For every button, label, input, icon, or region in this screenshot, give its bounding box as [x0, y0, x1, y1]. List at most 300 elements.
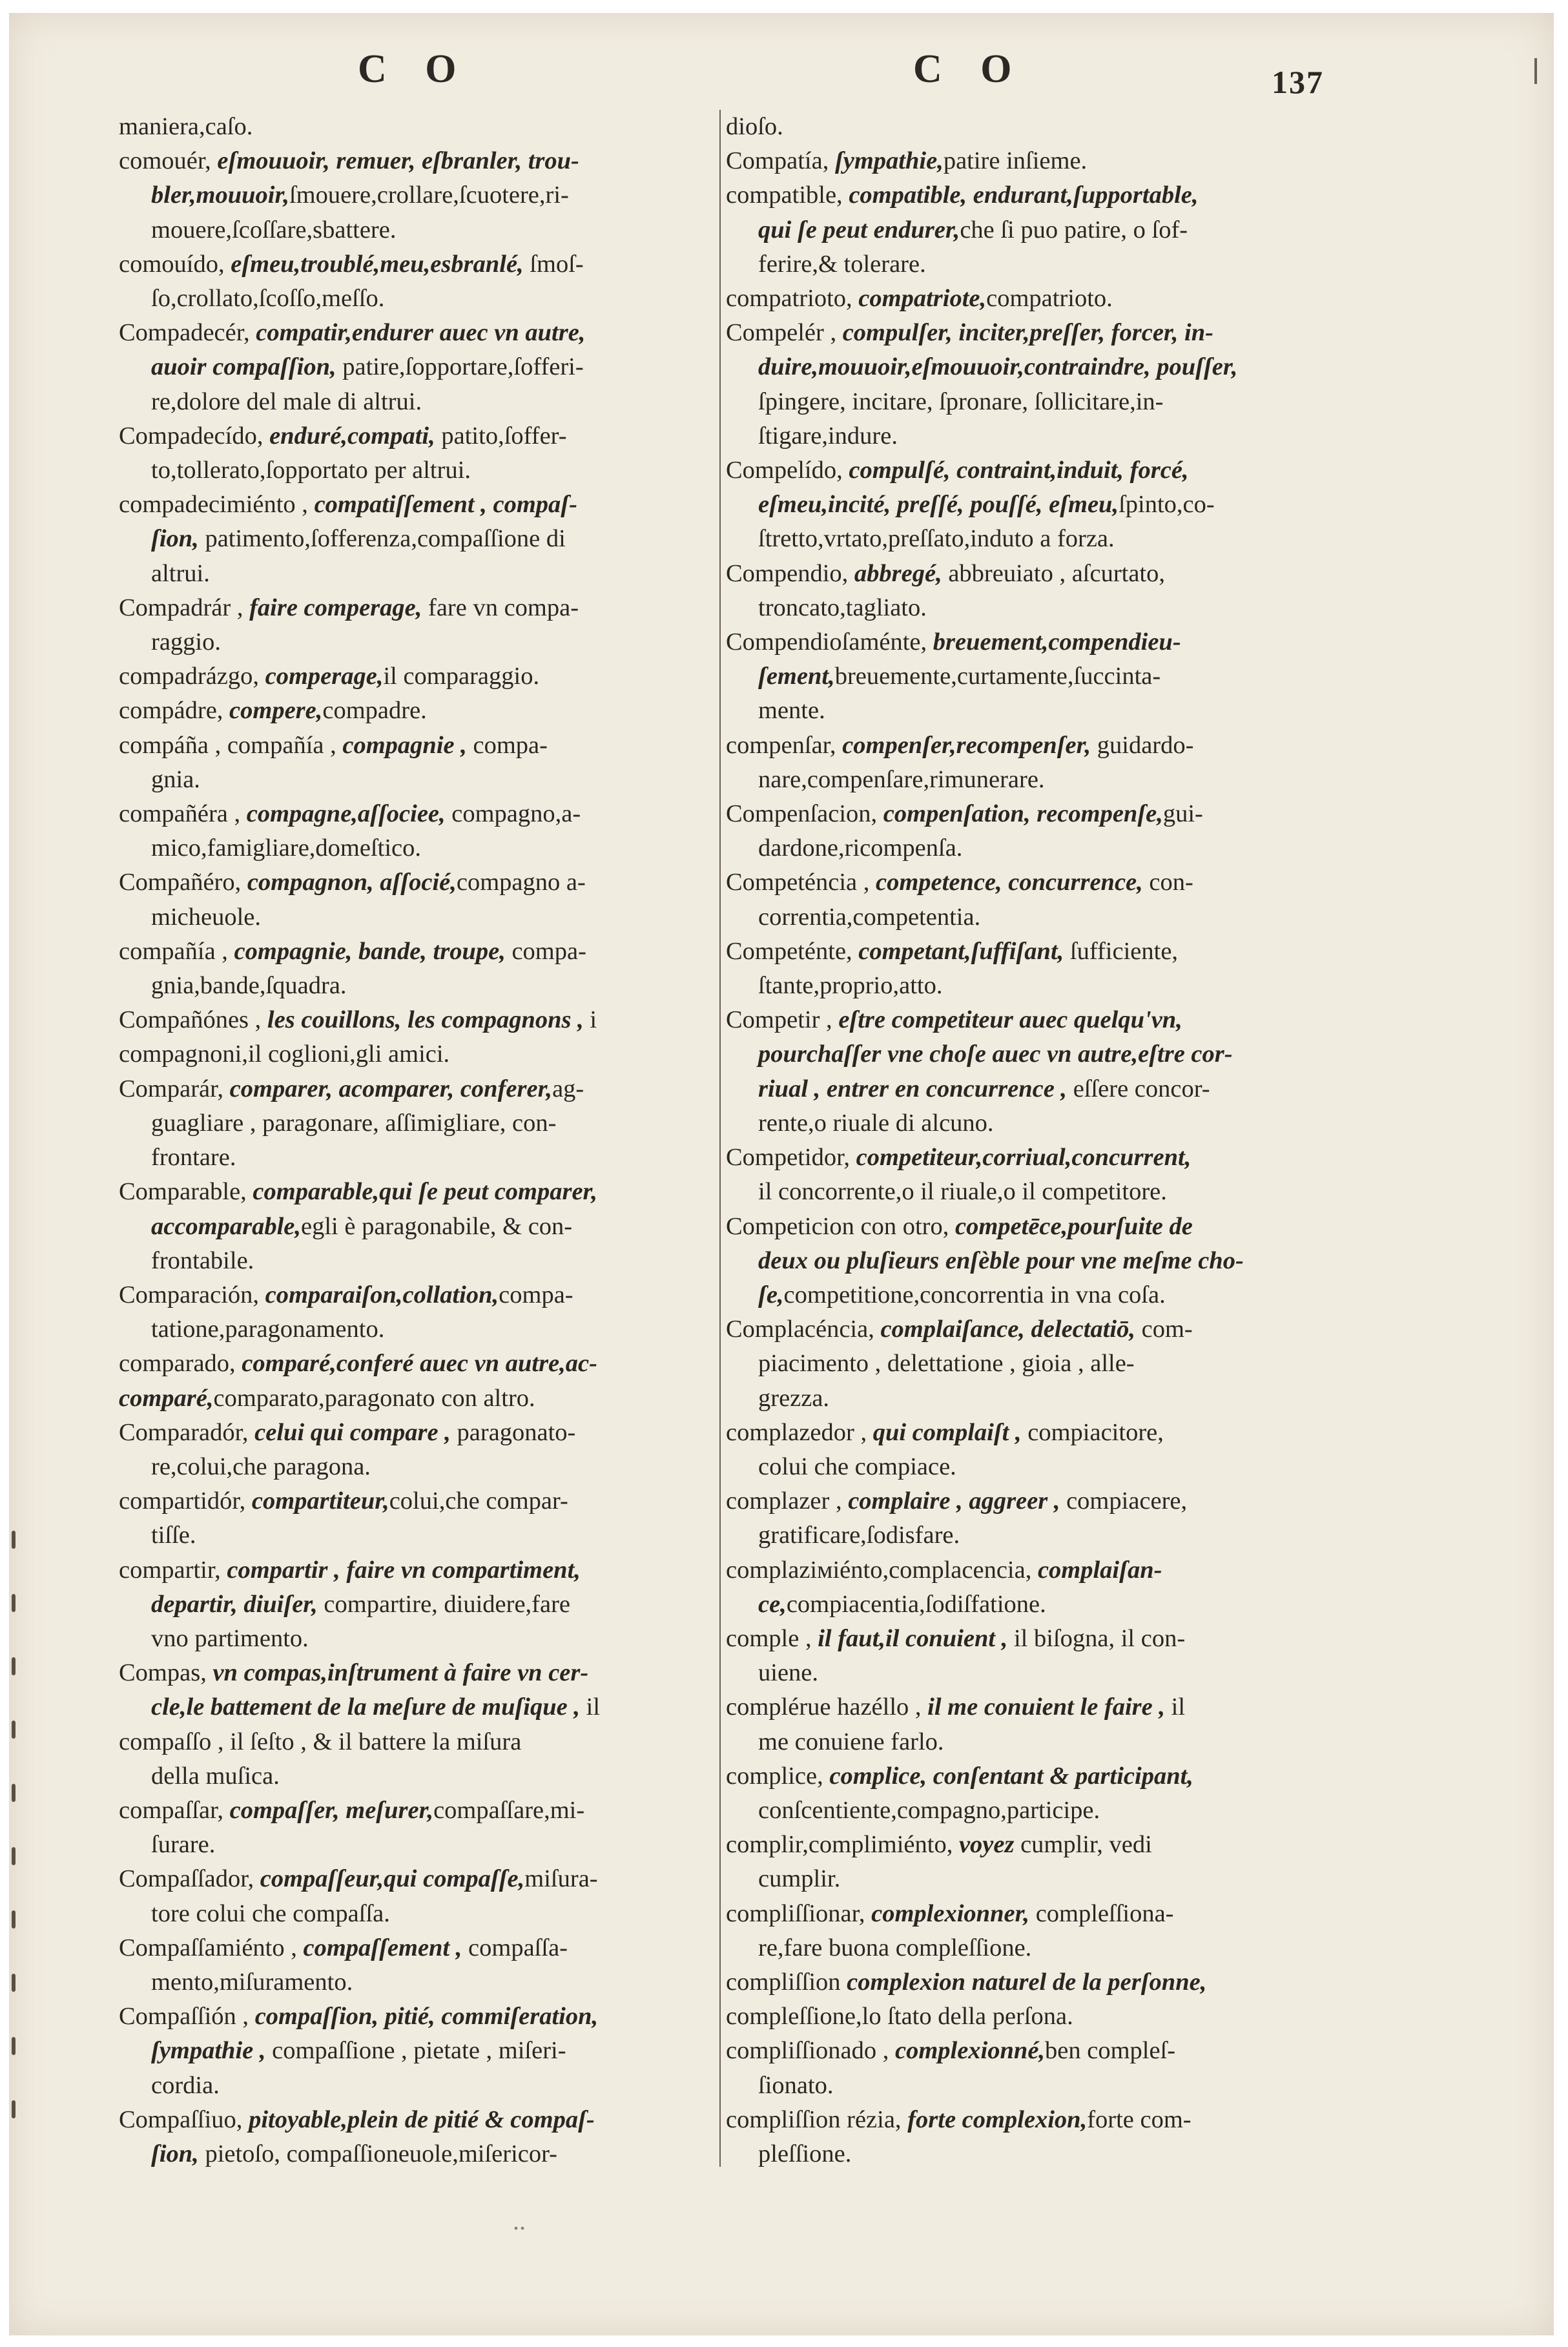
entry-text: Compaſſiuo, [119, 2105, 249, 2133]
entry-text: comouído, [119, 250, 231, 278]
french-gloss: comparable,qui ſe peut comparer, [253, 1178, 598, 1206]
entry-text: colui,che compar- [389, 1487, 568, 1515]
dictionary-line [119, 419, 713, 453]
french-gloss: complice, conſentant & participant, [829, 1762, 1193, 1790]
dictionary-line [726, 1931, 1320, 1965]
french-gloss: ſement, [758, 663, 835, 690]
french-gloss: il faut,il conuient , [818, 1624, 1008, 1652]
entry-text: Competir , [726, 1006, 839, 1034]
entry-text: abbreuiato , aſcurtato, [942, 559, 1165, 587]
dictionary-line [119, 213, 713, 247]
french-gloss: voyez [958, 1831, 1015, 1859]
dictionary-line [726, 1725, 1320, 1759]
dictionary-line [726, 1622, 1320, 1656]
dictionary-line [726, 935, 1320, 969]
french-gloss: eſtre competiteur auec quelqu'vn, [838, 1006, 1182, 1034]
dictionary-line [726, 1106, 1320, 1141]
entry-text: compaſſione , pietate , miſeri- [265, 2037, 566, 2065]
french-gloss: ſympathie , [151, 2037, 266, 2065]
dictionary-line [726, 213, 1320, 247]
dictionary-line [119, 2137, 713, 2171]
french-gloss: deux ou pluſieurs enſèble pour vne meſme cho- [758, 1246, 1244, 1274]
dictionary-line [119, 557, 713, 591]
dictionary-line [726, 1244, 1320, 1278]
entry-text: Complacéncia, [726, 1316, 881, 1343]
entry-text: compaſſare,mi- [433, 1796, 585, 1824]
french-gloss: ſion, [151, 2140, 199, 2167]
dictionary-line [119, 831, 713, 865]
entry-text: ſmouere,crollare,ſcuotere,ri- [289, 181, 569, 209]
dictionary-line [726, 2034, 1320, 2068]
dictionary-line [119, 763, 713, 797]
dictionary-line [726, 865, 1320, 900]
dictionary-line [726, 1347, 1320, 1381]
french-gloss: pitoyable,plein de pitié & compaſ- [249, 2105, 595, 2133]
dictionary-line [726, 729, 1320, 763]
entry-text: tiſſe. [151, 1522, 196, 1549]
entry-text: compiacitore, [1021, 1418, 1164, 1446]
dictionary-line [119, 488, 713, 522]
entry-text: eſſere concor- [1067, 1075, 1210, 1102]
entry-text: re,colui,che paragona. [151, 1453, 371, 1480]
dictionary-line [119, 110, 713, 144]
dictionary-line [119, 659, 713, 694]
entry-text: uiene. [758, 1659, 818, 1687]
entry-text: ſufficiente, [1064, 937, 1179, 965]
edge-mark [1534, 58, 1537, 84]
entry-text: competitione,concorrentia in vna coſa. [783, 1281, 1166, 1308]
french-gloss: compatiſſement , compaſ- [314, 491, 577, 519]
dictionary-line [726, 1690, 1320, 1724]
entry-text: rente,o riuale di alcuno. [758, 1109, 994, 1137]
french-gloss: compartiteur, [251, 1487, 389, 1515]
entry-text: ſtante,proprio,atto. [758, 972, 943, 1000]
footer-mark: .. [513, 2206, 526, 2235]
entry-text: ſpinto,co- [1119, 491, 1215, 519]
french-gloss: complexionné, [894, 2037, 1046, 2065]
dictionary-line [726, 178, 1320, 212]
dictionary-line [726, 453, 1320, 488]
dictionary-line [119, 247, 713, 282]
entry-text: della muſica. [151, 1762, 280, 1790]
entry-text: compagno a- [456, 869, 586, 896]
dictionary-line [119, 1003, 713, 1037]
entry-text: compa- [505, 937, 586, 965]
french-gloss: competiteur,corriual,concurrent, [856, 1144, 1191, 1172]
dictionary-line [119, 1347, 713, 1381]
dictionary-line [119, 625, 713, 659]
dictionary-line [726, 1965, 1320, 2000]
dictionary-line [726, 247, 1320, 282]
entry-text: com- [1135, 1316, 1193, 1343]
entry-text: piacimento , delettatione , gioia , alle- [758, 1350, 1135, 1378]
right-column [726, 110, 1320, 2171]
entry-text: conſcentiente,compagno,participe. [758, 1796, 1100, 1824]
entry-text: il biſogna, il con- [1007, 1624, 1186, 1652]
french-gloss: compaſſeur,qui compaſſe, [260, 1865, 525, 1893]
entry-text: Compadrár , [119, 594, 250, 621]
entry-text: gui- [1162, 800, 1203, 828]
french-gloss: ſe, [758, 1281, 784, 1308]
entry-text: il comparaggio. [383, 663, 540, 690]
dictionary-line [119, 1106, 713, 1141]
dictionary-line [119, 453, 713, 488]
dictionary-line [726, 2137, 1320, 2171]
french-gloss: compagnie, bande, troupe, [234, 937, 506, 965]
dictionary-line [726, 900, 1320, 935]
entry-text: Competicion con otro, [726, 1212, 955, 1240]
french-gloss: riual , entrer en concurrence , [758, 1075, 1068, 1102]
entry-text: Compelér , [726, 319, 843, 347]
entry-text: Compaſſión , [119, 2003, 255, 2031]
french-gloss: qui complaiſt , [872, 1418, 1022, 1446]
dictionary-line [119, 1278, 713, 1312]
entry-text: ſpingere, incitare, ſpronare, ſollicitare,in- [758, 388, 1164, 415]
entry-text: ag- [552, 1075, 584, 1102]
entry-text: patire inſieme. [943, 147, 1088, 175]
entry-text: micheuole. [151, 903, 261, 931]
french-gloss: comparé, [119, 1384, 214, 1412]
dictionary-line [119, 282, 713, 316]
dictionary-line [726, 1759, 1320, 1794]
dictionary-line [726, 1897, 1320, 1931]
entry-text: ferire,& tolerare. [758, 250, 926, 278]
entry-text: i [583, 1006, 597, 1034]
entry-text: dardone,ricompenſa. [758, 834, 963, 862]
dictionary-line [119, 1244, 713, 1278]
dictionary-line [726, 1553, 1320, 1587]
dictionary-line [119, 1828, 713, 1862]
entry-text: compa- [466, 731, 548, 759]
entry-text: compliſſionar, [726, 1899, 872, 1927]
dictionary-line [119, 1862, 713, 1896]
dictionary-line [726, 488, 1320, 522]
entry-text: compatrioto, [726, 285, 859, 313]
french-gloss: il me conuient le faire , [927, 1693, 1165, 1721]
dictionary-line [726, 282, 1320, 316]
french-gloss: ce, [758, 1590, 787, 1618]
dictionary-line [726, 350, 1320, 384]
french-gloss: eſmeu,incité, preſſé, pouſſé, eſmeu, [758, 491, 1119, 519]
entry-text: Compendio, [726, 559, 854, 587]
french-gloss: compagnon, aſſocié, [247, 869, 457, 896]
entry-text: compáña , compañía , [119, 731, 343, 759]
entry-text: compatrioto. [986, 285, 1113, 313]
french-gloss: accomparable, [151, 1212, 302, 1240]
french-gloss: auoir compaſſion, [151, 353, 336, 381]
french-gloss: complexion naturel de la perſonne, [847, 1968, 1207, 1996]
entry-text: Compadecér, [119, 319, 256, 347]
entry-text: dioſo. [726, 113, 783, 140]
french-gloss: faire comperage, [249, 594, 422, 621]
dictionary-line [119, 1484, 713, 1518]
left-column [119, 110, 713, 2171]
dictionary-line [726, 969, 1320, 1003]
dictionary-line [726, 557, 1320, 591]
dictionary-line [726, 419, 1320, 453]
french-gloss: compenſation, recompenſe, [883, 800, 1163, 828]
dictionary-line [119, 350, 713, 384]
dictionary-line [119, 522, 713, 556]
entry-text: complazer , [726, 1487, 849, 1515]
entry-text: Competéncia , [726, 869, 876, 896]
entry-text: Compañónes , [119, 1006, 267, 1034]
french-gloss: comparé,conferé auec vn autre,ac- [242, 1350, 597, 1378]
entry-text: colui che compiace. [758, 1453, 956, 1480]
entry-text: compliſſion [726, 1968, 847, 1996]
entry-text: compadrázgo, [119, 663, 265, 690]
entry-text: mico,famigliare,domeſtico. [151, 834, 422, 862]
dictionary-line [726, 1003, 1320, 1037]
dictionary-line [726, 1037, 1320, 1071]
dictionary-line [119, 1141, 713, 1175]
entry-text: maniera,caſo. [119, 113, 253, 140]
entry-text: compañéra , [119, 800, 247, 828]
dictionary-line [119, 1312, 713, 1347]
entry-text: gnia. [151, 765, 200, 793]
entry-text: fare vn compa- [422, 594, 579, 621]
dictionary-line [119, 591, 713, 625]
entry-text: Comparación, [119, 1281, 265, 1308]
entry-text: comouér, [119, 147, 218, 175]
french-gloss: compulſé, contraint,induit, forcé, [849, 457, 1189, 484]
french-gloss: comparer, acomparer, conferer, [229, 1075, 553, 1102]
dictionary-line [119, 2103, 713, 2137]
dictionary-line [726, 1862, 1320, 1896]
french-gloss: compatriote, [858, 285, 987, 313]
entry-text: Compaſſador, [119, 1865, 260, 1893]
entry-text: mento,miſuramento. [151, 1968, 353, 1996]
dictionary-line [119, 797, 713, 831]
dictionary-line [726, 2069, 1320, 2103]
french-gloss: comperage, [265, 663, 384, 690]
entry-text: compagno,a- [445, 800, 581, 828]
dictionary-line [726, 385, 1320, 419]
dictionary-line [119, 2069, 713, 2103]
french-gloss: competant,ſuffiſant, [858, 937, 1064, 965]
french-gloss: vn compas,inſtrument à faire vn cer- [212, 1659, 589, 1687]
french-gloss: enduré,compati, [269, 422, 435, 450]
entry-text: Comparable, [119, 1178, 253, 1206]
entry-text: compaſſa- [462, 1934, 568, 1961]
entry-text: comple , [726, 1624, 818, 1652]
dictionary-line [119, 1175, 713, 1209]
dictionary-line [119, 385, 713, 419]
french-gloss: compatir,endurer auec vn autre, [256, 319, 586, 347]
french-gloss: comparaiſon,collation, [265, 1281, 499, 1308]
french-gloss: celui qui compare , [254, 1418, 451, 1446]
entry-text: che ſi puo patire, o ſof- [960, 216, 1188, 243]
entry-text: compatible, [726, 181, 849, 209]
dictionary-line [119, 1725, 713, 1759]
dictionary-line [119, 1072, 713, 1106]
dictionary-line [726, 522, 1320, 556]
french-gloss: compenſer,recompenſer, [842, 731, 1091, 759]
entry-text: pleſſione. [758, 2140, 852, 2167]
entry-text: compleſſiona- [1029, 1899, 1174, 1927]
entry-text: complice, [726, 1762, 830, 1790]
entry-text: raggio. [151, 628, 221, 656]
entry-text: re,dolore del male di altrui. [151, 388, 422, 415]
dictionary-line [119, 1965, 713, 2000]
dictionary-line [726, 1416, 1320, 1450]
french-gloss: eſmeu,troublé,meu,esbranlé, [231, 250, 524, 278]
french-gloss: eſmouuoir, remuer, eſbranler, trou- [217, 147, 579, 175]
entry-text: Comparár, [119, 1075, 230, 1102]
entry-text: complaziміénto,complacencia, [726, 1556, 1038, 1584]
dictionary-page [9, 13, 1554, 2335]
dictionary-line [119, 2000, 713, 2034]
dictionary-line [119, 1416, 713, 1450]
entry-text: cumplir. [758, 1865, 841, 1893]
entry-text: Compendioſaménte, [726, 628, 933, 656]
entry-text: egli è paragonabile, & con- [301, 1212, 573, 1240]
entry-text: compliſſionado , [726, 2037, 895, 2065]
column-rule [719, 110, 721, 2167]
dictionary-line [726, 763, 1320, 797]
entry-text: Comparadór, [119, 1418, 255, 1446]
dictionary-line [726, 1656, 1320, 1690]
french-gloss: ſion, [151, 525, 199, 553]
french-gloss: compagnie , [342, 731, 467, 759]
dictionary-line [726, 1175, 1320, 1209]
french-gloss: ſympathie, [834, 147, 944, 175]
dictionary-line [119, 935, 713, 969]
entry-text: compliſſion rézia, [726, 2105, 908, 2133]
entry-text: altrui. [151, 559, 210, 587]
french-gloss: bler,mouuoir, [151, 181, 289, 209]
dictionary-line [119, 694, 713, 728]
dictionary-line [726, 1278, 1320, 1312]
french-gloss: pourchaſſer vne choſe auec vn autre,eſtre cor- [758, 1040, 1233, 1068]
dictionary-line [726, 1587, 1320, 1622]
dictionary-line [726, 591, 1320, 625]
entry-text: compádre, [119, 697, 230, 725]
entry-text: compaſſo , il ſeſto , & il battere la miſura [119, 1728, 522, 1755]
dictionary-line [119, 1381, 713, 1416]
entry-text: complérue hazéllo , [726, 1693, 928, 1721]
entry-text: compiacere, [1060, 1487, 1188, 1515]
entry-text: Competénte, [726, 937, 859, 965]
entry-text: Competidor, [726, 1144, 856, 1172]
entry-text: patito,ſoffer- [435, 422, 567, 450]
entry-text: mente. [758, 697, 825, 725]
dictionary-line [119, 1037, 713, 1071]
entry-text: to,tollerato,ſopportato per altrui. [151, 457, 471, 484]
entry-text: gnia,bande,ſquadra. [151, 972, 347, 1000]
entry-text: ſo,crollato,ſcoſſo,meſſo. [151, 285, 385, 313]
entry-text: Compelído, [726, 457, 849, 484]
dictionary-line [726, 831, 1320, 865]
entry-text: compa- [499, 1281, 573, 1308]
entry-text: re,fare buona compleſſione. [758, 1934, 1032, 1961]
french-gloss: complaiſan- [1037, 1556, 1162, 1584]
french-gloss: compaſſement , [303, 1934, 462, 1961]
entry-text: mouere,ſcoſſare,sbattere. [151, 216, 397, 243]
french-gloss: forte complexion, [907, 2105, 1088, 2133]
dictionary-line [119, 316, 713, 350]
entry-text: compartir, [119, 1556, 227, 1584]
dictionary-line [119, 2034, 713, 2068]
entry-text: complazedor , [726, 1418, 873, 1446]
entry-text: forte com- [1087, 2105, 1191, 2133]
entry-text: ſtigare,indure. [758, 422, 898, 450]
dictionary-line [726, 1794, 1320, 1828]
entry-text: cordia. [151, 2071, 220, 2099]
entry-text: Compadecído, [119, 422, 270, 450]
entry-text: pietoſo, compaſſioneuole,miſericor- [198, 2140, 557, 2167]
french-gloss: complaiſance, delectatiō, [880, 1316, 1135, 1343]
entry-text: il [580, 1693, 601, 1721]
french-gloss: les couillons, les compagnons , [267, 1006, 584, 1034]
entry-text: Compaſſamiénto , [119, 1934, 304, 1961]
dictionary-line [726, 1312, 1320, 1347]
entry-text: tatione,paragonamento. [151, 1316, 385, 1343]
entry-text: cumplir, vedi [1014, 1831, 1152, 1859]
entry-text: guidardo- [1091, 731, 1194, 759]
dictionary-line [119, 1587, 713, 1622]
entry-text: Compenſacion, [726, 800, 883, 828]
french-gloss: compartir , faire vn compartiment, [227, 1556, 581, 1584]
french-gloss: abbregé, [854, 559, 942, 587]
entry-text: patire,ſopportare,ſofferi- [336, 353, 584, 381]
entry-text: frontabile. [151, 1246, 254, 1274]
page-number: 137 [1272, 64, 1324, 100]
entry-text: me conuiene farlo. [758, 1728, 944, 1755]
entry-text: miſura- [524, 1865, 598, 1893]
dictionary-line [119, 1897, 713, 1931]
dictionary-line [119, 1656, 713, 1690]
french-gloss: compere, [229, 697, 323, 725]
entry-text: compartire, diuidere,fare [317, 1590, 570, 1618]
dictionary-line [726, 316, 1320, 350]
entry-text: compagnoni,il coglioni,gli amici. [119, 1040, 450, 1068]
dictionary-line [119, 1759, 713, 1794]
dictionary-line [726, 2103, 1320, 2137]
dictionary-line [726, 1828, 1320, 1862]
french-gloss: qui ſe peut endurer, [758, 216, 960, 243]
margin-marks [9, 1531, 19, 2176]
entry-text: gratificare,ſodisfare. [758, 1522, 960, 1549]
french-gloss: competence, concurrence, [876, 869, 1143, 896]
entry-text: compadecimiénto , [119, 491, 315, 519]
entry-text: Compas, [119, 1659, 213, 1687]
dictionary-line [119, 1622, 713, 1656]
dictionary-line [726, 2000, 1320, 2034]
dictionary-line [726, 1518, 1320, 1553]
entry-text: ſurare. [151, 1831, 216, 1859]
entry-text: il [1165, 1693, 1186, 1721]
entry-text: grezza. [758, 1384, 830, 1412]
entry-text: comparato,paragonato con altro. [213, 1384, 535, 1412]
french-gloss: competēce,pourſuite de [955, 1212, 1193, 1240]
dictionary-line [119, 900, 713, 935]
entry-text: compenſar, [726, 731, 843, 759]
dictionary-line [726, 1484, 1320, 1518]
french-gloss: compagne,aſſociee, [246, 800, 446, 828]
french-gloss: compaſſion, pitié, commiſeration, [254, 2003, 599, 2031]
running-head-left: C O [358, 47, 471, 91]
entry-text: comparado, [119, 1350, 242, 1378]
dictionary-line [119, 1931, 713, 1965]
entry-text: correntia,competentia. [758, 903, 981, 931]
dictionary-line [119, 729, 713, 763]
dictionary-line [119, 1690, 713, 1724]
dictionary-line [726, 659, 1320, 694]
entry-text: compañía , [119, 937, 234, 965]
entry-text: troncato,tagliato. [758, 594, 927, 621]
entry-text: ben compleſ- [1045, 2037, 1176, 2065]
